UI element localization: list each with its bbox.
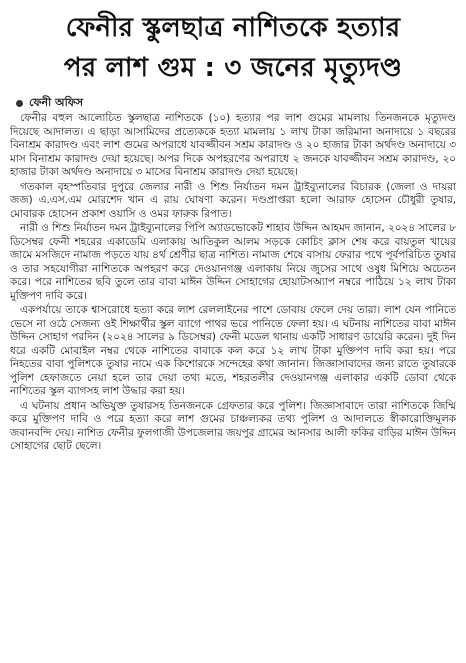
article-paragraph: এ ঘটনায় প্রধান অভিযুক্ত তুষারসহ তিনজনকে গ্রেফতার করে পুলিশ। জিজ্ঞাসাবাদে তারা নাশিতকে জিম্মি করে মুক্তিপণ দাবি ও পরে হত্যা করে লাশ গুমের চাঞ্চল্যকর তথ্য পুলিশ ও আদালতে স্বীকারোক্তিমূলক জবানবন্দি দেয়। নাশিত ফেনীর ফুলগাজী উপজেলার জয়পুর গ্রামের আনসার আলী ফকির বাড়ির মাঈন উদ্দিন সোহাগের ছোট ছেলে। bbox=[10, 399, 456, 452]
byline bbox=[16, 96, 456, 110]
article-body bbox=[10, 112, 456, 454]
bullet-icon bbox=[16, 100, 23, 107]
article-paragraph: একপর্যায়ে তাকে শ্বাসরোধে হত্যা করে লাশ রেললাইনের পাশে ডোবায় ফেলে দেয় তারা। লাশ যেন পানিতে ভেসে না ওঠে সেজন্য ওই শিক্ষার্থীর স্কুল ব্যাগে পাথর ভরে পানিতে ফেলা হয়। এ ঘটনায় নাশিতের বাবা মাঈন উদ্দিন সোহাগ পরদিন (২০২৪ সালের ৯ ডিসেম্বর) ফেনী মডেল থানায় একটি সাধারণ ডায়েরি করেন। দুই দিন ধরে একটি মোবাইল নম্বর থেকে নাশিতের বাবাকে কল করে ১২ লাখ টাকা মুক্তিপণ দাবি করা হয়। পরে নিহতের বাবা পুলিশকে তুষার নামে এক কিশোরকে সন্দেহের কথা জানান। জিজ্ঞাসাবাদের জন্য রাতে তুষারকে পুলিশ হেফাজতে নেয়া হলে তার দেয়া তথ্য মতে, শহরতলীর দেওয়ানগঞ্জ এলাকার একটি ডোবা থেকে নাশিতের স্কুল ব্যাগসহ লাশ উদ্ধার করা হয়। bbox=[10, 304, 456, 397]
article-paragraph: ফেনীর বহুল আলোচিত স্কুলছাত্র নাশিতকে (১০) হত্যার পর লাশ গুমের মামলায় তিনজনকে মৃত্যুদণ্ড দিয়েছে আদালত। এ ছাড়া আসামিদের প্রত্যেককে হত্যা মামলায় ১ লাখ টাকা জরিমানা অনাদায়ে ১ বছরের বিনাশ্রম কারাদণ্ড এবং লাশ গুমের অপরাধে যাবজ্জীবন সশ্রম কারাদণ্ড ও ২০ হাজার টাকা অর্থদণ্ড অনাদায়ে ৩ মাস বিনাশ্রম কারাদণ্ড দেয়া হয়েছে। অপর দিকে অপহরণের অপরাধে ২ জনকে যাবজ্জীবন সশ্রম কারাদণ্ড, ২০ হাজার টাকা অর্থদণ্ড অনাদায়ে ৩ মাসের বিনাশ্রম কারাদণ্ড দেয়া হয়েছে। bbox=[10, 112, 456, 178]
headline-line-2: পর লাশ গুম : ৩ জনের মৃত্যুদণ্ড bbox=[63, 53, 403, 83]
article-paragraph: গতকাল বৃহস্পতিবার দুপুরে জেলার নারী ও শিশু নির্যাতন দমন ট্রাইব্যুনালের বিচারক (জেলা ও দায়রা জজ) এ.এস.এম মোরশেদ খান এ রায় ঘোষণা করেন। দণ্ডপ্রাপ্তরা হলো আরাফ হোসেন চৌধুরী তুষার, মোবারক হোসেন প্রকাশ ওয়াসি ও ওমর ফারুক রিপাত। bbox=[10, 180, 456, 220]
article-headline bbox=[10, 8, 456, 88]
article-paragraph: নারী ও শিশু নির্যাতন দমন ট্রাইব্যুনালের পিপি অ্যাডভোকেট শাহাব উদ্দিন আহমদ জানান, ২০২৪ সালের ৮ ডিসেম্বর ফেনী শহরের একাডেমি এলাকায় আতিকুল আলম সড়কে কোচিং ক্লাস শেষ করে বায়তুল খায়ের জামে মসজিদে নামাজ পড়তে যায় ৪র্থ শ্রেণীর ছাত্র নাশিত। নামাজ শেষে বাসায় ফেরার পথে পূর্বপরিচিত তুষার ও তার সহযোগীরা নাশিতকে অপহরণ করে দেওয়ানগঞ্জ এলাকায় নিয়ে জুসের সাথে ওষুধ মিশিয়ে অচেতন করে। পরে নাশিতের ছবি তুলে তার বাবা মাঈন উদ্দিন সোহাগের হোয়াটসঅ্যাপ নম্বরে পাঠিয়ে ১২ লাখ টাকা মুক্তিপণ দাবি করে। bbox=[10, 222, 456, 302]
byline-text: ফেনী অফিস bbox=[29, 96, 84, 109]
headline-line-1: ফেনীর স্কুলছাত্র নাশিতকে হত্যার bbox=[65, 13, 401, 43]
